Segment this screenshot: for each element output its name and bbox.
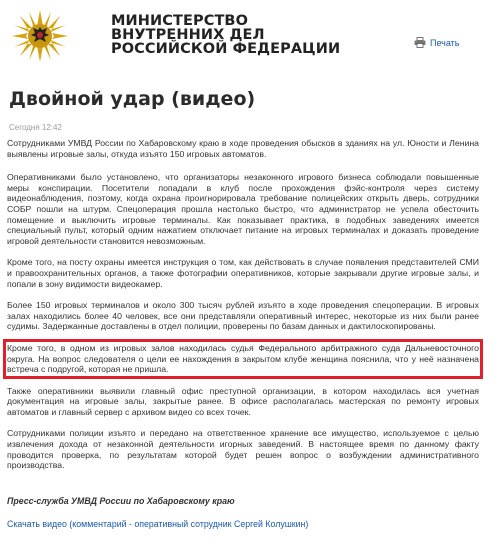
ministry-name-line-2: ВНУТРЕННИХ ДЕЛ bbox=[111, 27, 265, 43]
highlight-frame bbox=[3, 339, 483, 379]
printer-icon bbox=[414, 37, 426, 48]
article-paragraph-5-highlighted: Кроме того, в одном из игровых залов находилась судья Федерального арбитражного суда Дальневосточного округа. На вопрос следователя о цели ее нахождения в закрытом клубе женщина пояснила, что у неё назначена встреча с подругой, которая не пришла. bbox=[7, 342, 479, 375]
article-title: Двойной удар (видео) bbox=[9, 88, 256, 110]
article-paragraph-7: Сотрудниками полиции изъято и передано на ответственное хранение все имущество, используемое с целью извлечения дохода от незаконной деятельности игорных заведений. В настоящее время по данному факту проводится проверка, по результатам которой будет решен вопрос о возбуждении административного производства. bbox=[7, 428, 479, 471]
article-paragraph-1: Сотрудниками УМВД России по Хабаровскому краю в ходе проведения обысков в зданиях на ул. Юности и Ленина выявлены игровые залы, откуда изъято 150 игровых автоматов. bbox=[7, 138, 479, 159]
print-label: Печать bbox=[430, 37, 460, 48]
article-paragraph-6: Также оперативники выявили главный офис преступной организации, в котором находилась вся учетная документация на игровые залы, закрытые ранее. В офисе располагалась мастерская по ремонту игровых автоматов и главный сервер с архивом видео со всех точек. bbox=[7, 385, 479, 417]
site-header bbox=[0, 0, 500, 72]
download-video-link[interactable]: Скачать видео (комментарий - оперативный сотрудник Сергей Колушкин) bbox=[7, 519, 309, 529]
mvd-emblem-icon bbox=[9, 8, 71, 64]
article-body bbox=[7, 138, 479, 482]
article-paragraph-2: Оперативниками было установлено, что организаторы незаконного игрового бизнеса соблюдали повышенные меры конспирации. Посетители попадали в клуб после прохождения фэйс-контроля через систему видеонаблюдения, поэтому, когда охрана проигнорировала требование полицейских открыть дверь, сотрудники СОБР пошли на штурм. Спецоперация прошла настолько быстро, что администратор не успела обесточить помещение и выключить игровые терминалы. Как показывает практика, в подобных заведениях имеется специальный пульт, который одним нажатием отключает питание на игровых терминалах и доказать проведение игровой деятельности становится невозможным. bbox=[7, 172, 479, 246]
article-paragraph-3: Кроме того, на посту охраны имеется инструкция о том, как действовать в случае появления представителей СМИ и правоохранительных органов, а также фотографии оперативников, которые закрывали другие игровые залы, и попали в зону видимости видеокамер. bbox=[7, 257, 479, 289]
ministry-name-line-1: МИНИСТЕРСТВО bbox=[111, 13, 249, 29]
print-button[interactable] bbox=[414, 37, 459, 48]
ministry-name bbox=[111, 14, 340, 56]
ministry-name-line-3: РОССИЙСКОЙ ФЕДЕРАЦИИ bbox=[111, 41, 341, 57]
article-paragraph-4: Более 150 игровых терминалов и около 300 тысяч рублей изъято в ходе проведения спецоперации. В игровых залах находились более 40 человек, все они представляли оперативный интерес, некоторые из них были ранее судимы. Задержанные доставлены в отдел полиции, проверены по базам данных и дактилоскопированы. bbox=[7, 300, 479, 332]
article-date: Сегодня 12:42 bbox=[9, 123, 62, 132]
press-service-signature: Пресс-служба УМВД России по Хабаровскому краю bbox=[7, 496, 235, 506]
